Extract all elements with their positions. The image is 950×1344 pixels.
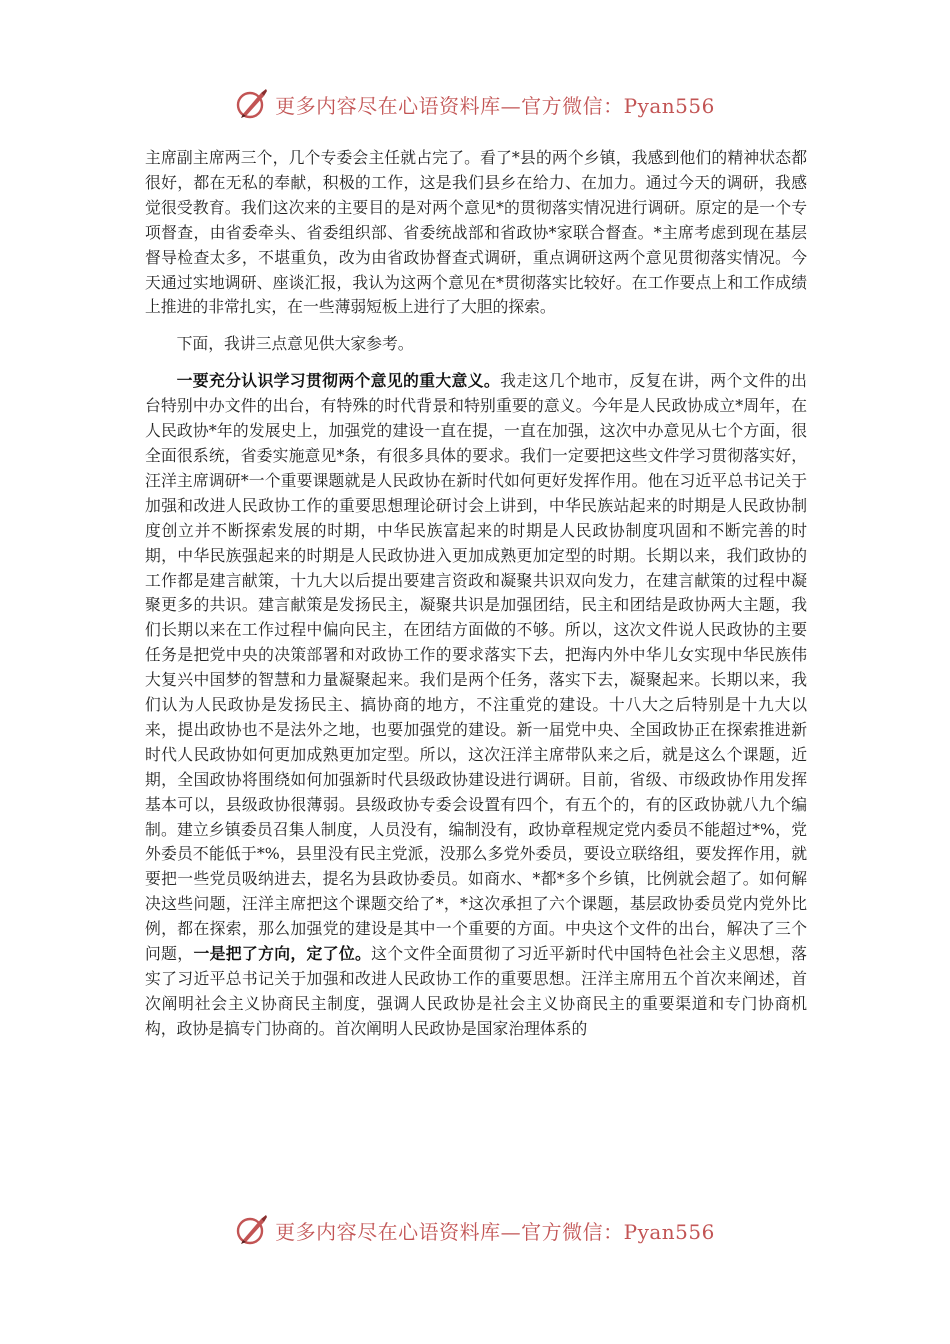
- paragraph-3-text-a: 我走这几个地市，反复在讲，两个文件的出台特别中办文件的出台，有特殊的时代背景和特别重要的意义。今年是人民政协成立*周年，在人民政协*年的发展史上，加强党的建设一直在提，一直在加强，这次中办意见从七个方面，很全面很系统，省委实施意见*条，有很多具体的要求。我们一定要把这些文件学习贯彻落实好，汪洋主席调研*一个重要课题就是人民政协在新时代如何更好发挥作用。他在习近平总书记关于加强和改进人民政协工作的重要思想理论研讨会上讲到，中华民族站起来的时期是人民政协制度创立并不断探索发展的时期，中华民族富起来的时期是人民政协制度巩固和不断完善的时期，中华民族强起来的时期是人民政协进入更加成熟更加定型的时期。长期以来，我们政协的工作都是建言献策，十九大以后提出要建言资政和凝聚共识双向发力，在建言献策的过程中凝聚更多的共识。建言献策是发扬民主，凝聚共识是加强团结，民主和团结是政协两大主题，我们长期以来在工作过程中偏向民主，在团结方面做的不够。所以，这次文件说人民政协的主要任务是把党中央的决策部署和对政协工作的要求落实下去，把海内外中华儿女实现中华民族伟大复兴中国梦的智慧和力量凝聚起来。我们是两个任务，落实下去，凝聚起来。长期以来，我们认为人民政协是发扬民主、搞协商的地方，不注重党的建设。十八大之后特别是十九大以来，提出政协也不是法外之地，也要加强党的建设。新一届党中央、全国政协正在探索推进新时代人民政协如何更加成熟更加定型。所以，这次汪洋主席带队来之后，就是这么个课题，近期，全国政协将围绕如何加强新时代县级政协建设进行调研。目前，省级、市级政协作用发挥基本可以，县级政协很薄弱。县级政协专委会设置有四个，有五个的，有的区政协就八九个编制。建立乡镇委员召集人制度，人员没有，编制没有，政协章程规定党内委员不能超过*%，党外委员不能低于*%，县里没有民主党派，没那么多党外委员，要设立联络组，要发挥作用，就要把一些党员吸纳进去，提名为县政协委员。如商水、*都*多个乡镇，比例就会超了。如何解决这些问题，汪洋主席把这个课题交给了*，*这次承担了六个课题，基层政协委员党内党外比例，都在探索，那么加强党的建设是其中一个重要的方面。中央这个文件的出台，解决了三个问题，: [145, 371, 807, 964]
- banner-text: 更多内容尽在心语资料库—官方微信：Pyan556: [275, 1219, 715, 1244]
- footer-banner: [0, 1210, 950, 1250]
- section-heading-1: 一要充分认识学习贯彻两个意见的重大意义。: [176, 371, 501, 391]
- paragraph-1: 主席副主席两三个，几个专委会主任就占完了。看了*县的两个乡镇，我感到他们的精神状态都很好，都在无私的奉献，积极的工作，这是我们县乡在给力、在加力。通过今天的调研，我感觉很受教育。我们这次来的主要目的是对两个意见*的贯彻落实情况进行调研。原定的是一个专项督查，由省委牵头、省委组织部、省委统战部和省政协*家联合督查。*主席考虑到现在基层督导检查太多，不堪重负，改为由省政协督查式调研，重点调研这两个意见贯彻落实情况。今天通过实地调研、座谈汇报，我认为这两个意见在*贯彻落实比较好。在工作要点上和工作成绩上推进的非常扎实，在一些薄弱短板上进行了大胆的探索。: [145, 148, 807, 317]
- header-banner: [0, 84, 950, 124]
- pen-logo-icon: [235, 1213, 269, 1247]
- document-body: [145, 146, 807, 1042]
- paragraph-3: [145, 369, 807, 1041]
- pen-logo-icon: [235, 87, 269, 121]
- paragraph-3-text-b: 这个文件全面贯彻了习近平新时代中国特色社会主义思想，落实了习近平总书记关于加强和改进人民政协工作的重要思想。汪洋主席用五个首次来阐述，首次阐明社会主义协商民主制度，强调人民政协是社会主义协商民主的重要渠道和专门协商机构，政协是搞专门协商的。首次阐明人民政协是国家治理体系的: [145, 944, 807, 1038]
- point-heading-1: 一是把了方向，定了位。: [193, 944, 372, 964]
- banner-text: 更多内容尽在心语资料库—官方微信：Pyan556: [275, 93, 715, 118]
- paragraph-2: 下面，我讲三点意见供大家参考。: [176, 334, 414, 354]
